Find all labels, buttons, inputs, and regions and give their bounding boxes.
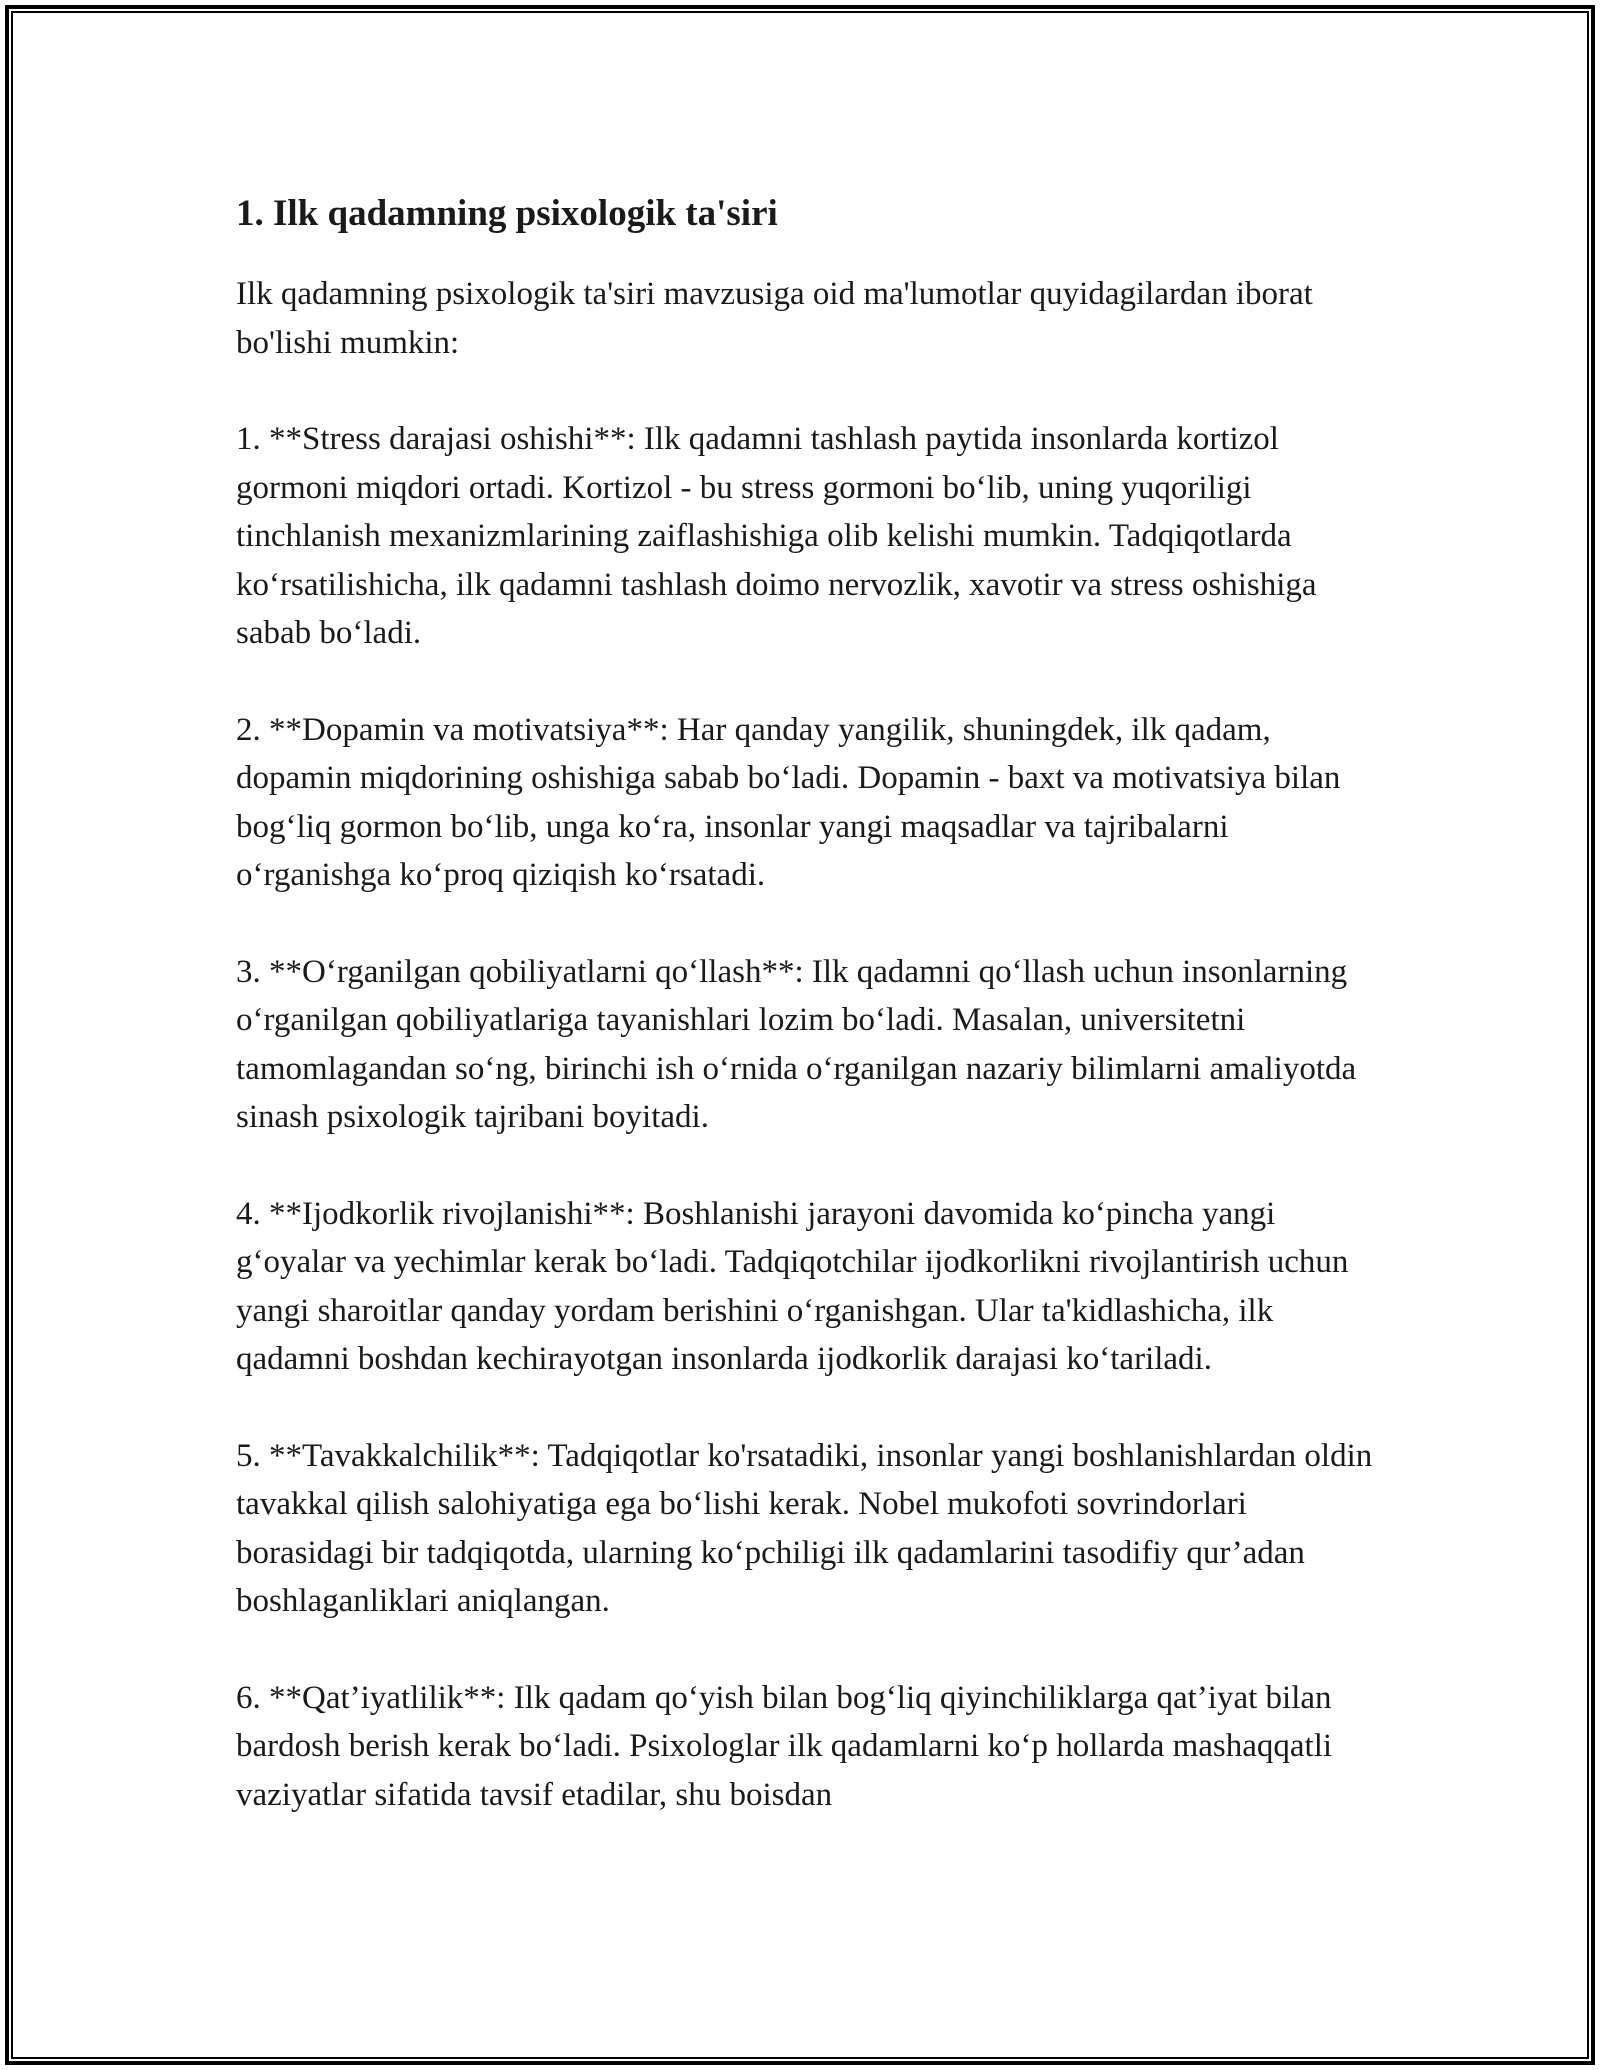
document-body xyxy=(236,186,1376,1867)
paragraph-dopamine: 2. **Dopamin va motivatsiya**: Har qanday yangilik, shuningdek, ilk qadam, dopamin miqdorining oshishiga sabab bo‘ladi. Dopamin - baxt va motivatsiya bilan bog‘liq gormon bo‘lib, unga ko‘ra, insonlar yangi maqsadlar va tajribalarni o‘rganishga ko‘proq qiziqish ko‘rsatadi. xyxy=(236,711,1341,893)
intro-paragraph: Ilk qadamning psixologik ta'siri mavzusiga oid ma'lumotlar quyidagilardan iborat bo'lishi mumkin: xyxy=(236,276,1313,361)
document-title: 1. Ilk qadamning psixologik ta'siri xyxy=(236,193,778,234)
paragraph-stress: 1. **Stress darajasi oshishi**: Ilk qadamni tashlash paytida insonlarda kortizol gormoni miqdori ortadi. Kortizol - bu stress gormoni bo‘lib, uning yuqoriligi tinchlanish mexanizmlarining zaiflashishiga olib kelishi mumkin. Tadqiqotlarda ko‘rsatilishicha, ilk qadamni tashlash doimo nervozlik, xavotir va stress oshishiga sabab bo‘ladi. xyxy=(236,421,1317,651)
paragraph-skills: 3. **O‘rganilgan qobiliyatlarni qo‘llash**: Ilk qadamni qo‘llash uchun insonlarning o‘rganilgan qobiliyatlariga tayanishlari lozim bo‘ladi. Masalan, universitetni tamomlagandan so‘ng, birinchi ish o‘rnida o‘rganilgan nazariy bilimlarni amaliyotda sinash psixologik tajribani boyitadi. xyxy=(236,953,1357,1135)
paragraph-persistence: 6. **Qat’iyatlilik**: Ilk qadam qo‘yish bilan bog‘liq qiyinchiliklarga qat’iyat bilan bardosh berish kerak bo‘ladi. Psixologlar ilk qadamlarni ko‘p hollarda mashaqqatli vaziyatlar sifatida tavsif etadilar, shu boisdan xyxy=(236,1679,1333,1813)
paragraph-creativity: 4. **Ijodkorlik rivojlanishi**: Boshlanishi jarayoni davomida ko‘pincha yangi g‘oyalar va yechimlar kerak bo‘ladi. Tadqiqotchilar ijodkorlikni rivojlantirish uchun yangi sharoitlar qanday yordam berishini o‘rganishgan. Ular ta'kidlashicha, ilk qadamni boshdan kechirayotgan insonlarda ijodkorlik darajasi ko‘tariladi. xyxy=(236,1195,1349,1377)
paragraph-risk: 5. **Tavakkalchilik**: Tadqiqotlar ko'rsatadiki, insonlar yangi boshlanishlardan oldin tavakkal qilish salohiyatiga ega bo‘lishi kerak. Nobel mukofoti sovrindorlari borasidagi bir tadqiqotda, ularning ko‘pchiligi ilk qadamlarini tasodifiy qur’adan boshlaganliklari aniqlangan. xyxy=(236,1437,1373,1619)
